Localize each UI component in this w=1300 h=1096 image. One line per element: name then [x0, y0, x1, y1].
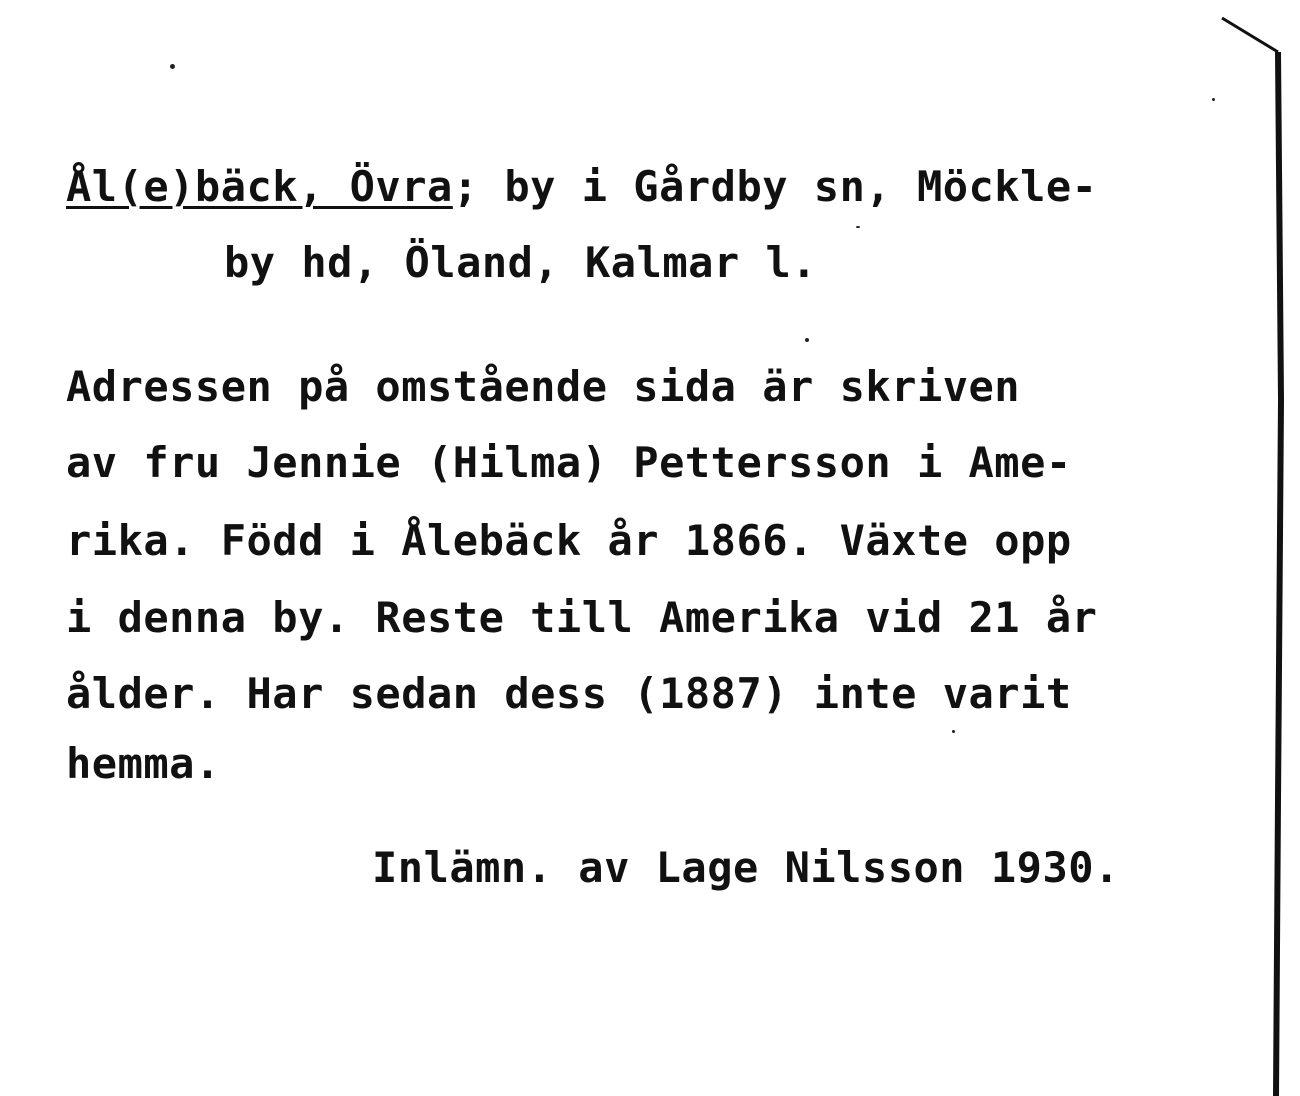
- body-line-6: hemma.: [66, 739, 221, 788]
- ink-speck: [856, 226, 860, 228]
- ink-speck: [1212, 98, 1215, 101]
- ink-speck: [805, 338, 809, 342]
- body-line-2: av fru Jennie (Hilma) Pettersson i Ame-: [66, 438, 1072, 487]
- body-line-5: ålder. Har sedan dess (1887) inte varit: [66, 669, 1072, 718]
- heading-rest: ; by i Gårdby sn, Möckle-: [452, 162, 1098, 211]
- place-name: Ål(e)bäck, Övra: [66, 162, 453, 211]
- ink-speck: [952, 730, 955, 733]
- heading-line-1: [66, 162, 1098, 211]
- card-edge-border: [1220, 0, 1300, 1096]
- body-line-4: i denna by. Reste till Amerika vid 21 år: [66, 593, 1098, 642]
- body-line-1: Adressen på omstående sida är skriven: [66, 362, 1021, 411]
- signature-line: Inlämn. av Lage Nilsson 1930.: [372, 843, 1120, 892]
- body-line-3: rika. Född i Ålebäck år 1866. Växte opp: [66, 516, 1072, 565]
- heading-line-2: by hd, Öland, Kalmar l.: [224, 238, 818, 287]
- ink-speck: [170, 64, 175, 69]
